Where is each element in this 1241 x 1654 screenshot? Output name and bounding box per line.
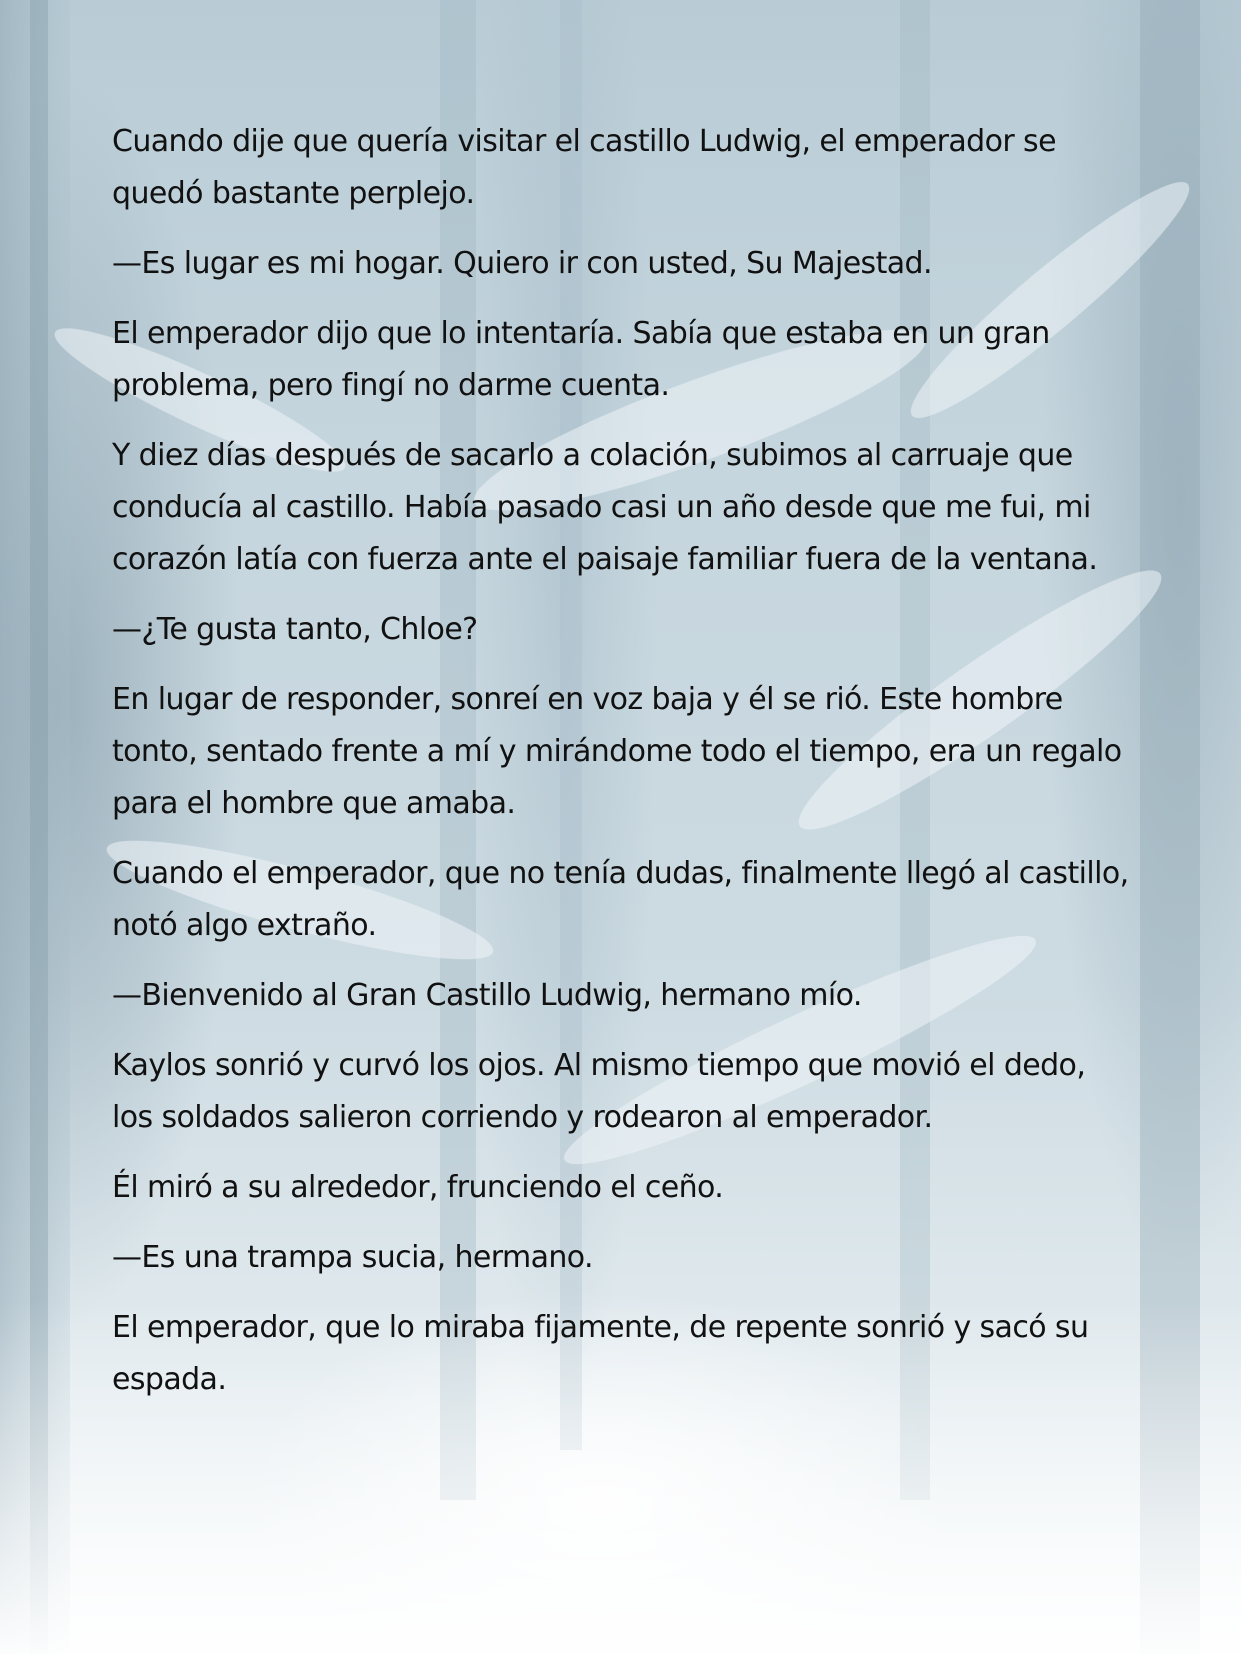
paragraph: El emperador, que lo miraba fijamente, de repente sonrió y sacó su espada. bbox=[112, 1310, 1089, 1397]
paragraph: Cuando el emperador, que no tenía dudas, finalmente llegó al castillo, notó algo extraño. bbox=[112, 856, 1129, 943]
paragraph: —¿Te gusta tanto, Chloe? bbox=[112, 612, 478, 647]
paragraph: —Es una trampa sucia, hermano. bbox=[112, 1240, 593, 1275]
paragraph: —Bienvenido al Gran Castillo Ludwig, hermano mío. bbox=[112, 978, 862, 1013]
paragraph: Y diez días después de sacarlo a colación, subimos al carruaje que conducía al castillo. Había pasado casi un año desde que me fui, mi corazón latía con fuerza ante el paisaje familiar fuera de la ventana. bbox=[112, 438, 1098, 577]
story-text bbox=[112, 116, 1132, 1424]
paragraph: Kaylos sonrió y curvó los ojos. Al mismo tiempo que movió el dedo, los soldados salieron corriendo y rodearon al emperador. bbox=[112, 1048, 1086, 1135]
paragraph: Cuando dije que quería visitar el castillo Ludwig, el emperador se quedó bastante perplejo. bbox=[112, 124, 1056, 211]
paragraph: Él miró a su alrededor, frunciendo el ceño. bbox=[112, 1170, 724, 1205]
paragraph: En lugar de responder, sonreí en voz baja y él se rió. Este hombre tonto, sentado frente a mí y mirándome todo el tiempo, era un regalo para el hombre que amaba. bbox=[112, 682, 1122, 821]
paragraph: El emperador dijo que lo intentaría. Sabía que estaba en un gran problema, pero fingí no darme cuenta. bbox=[112, 316, 1050, 403]
paragraph: —Es lugar es mi hogar. Quiero ir con usted, Su Majestad. bbox=[112, 246, 932, 281]
